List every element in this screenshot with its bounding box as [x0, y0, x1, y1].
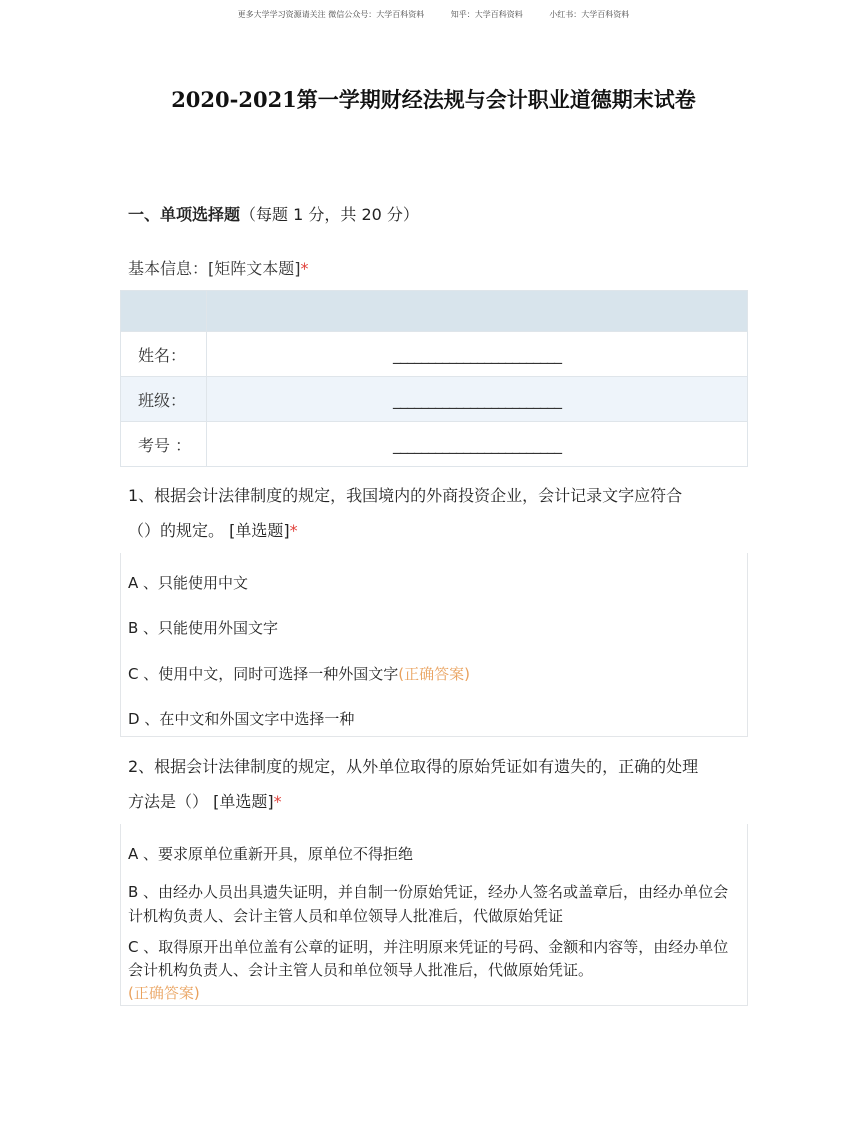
basic-info-text: 基本信息：[矩阵文本题]	[128, 259, 301, 278]
table-header-cell	[121, 291, 207, 332]
question-2-option-c[interactable]	[121, 936, 736, 1005]
table-header-row	[121, 291, 748, 332]
table-row	[121, 332, 748, 377]
question-1-option-a[interactable]	[121, 572, 248, 593]
question-1-line-1: 1、根据会计法律制度的规定，我国境内的外商投资企业，会计记录文字应符合	[128, 486, 683, 505]
header-item-wechat: 更多大学学习资源请关注 微信公众号：大学百科资料	[237, 10, 425, 19]
exam-number-field[interactable]: ________________________	[207, 422, 748, 467]
exam-number-label: 考号 ：	[121, 422, 207, 467]
header-item-xiaohongshu: 小红书：大学百科资料	[549, 10, 630, 19]
question-1-options	[120, 553, 748, 737]
option-text: B 、只能使用外国文字	[128, 619, 279, 637]
option-text: C 、取得原开出单位盖有公章的证明，并注明原来凭证的号码、金额和内容等，由经办单位会计机构负责人、会计主管人员和单位领导人批准后，代做原始凭证。	[128, 938, 729, 979]
page-header	[0, 9, 867, 20]
correct-answer-tag: (正确答案)	[398, 665, 470, 683]
question-2-line-2	[128, 784, 728, 819]
question-2-option-a[interactable]	[121, 843, 736, 865]
section-label: 一、单项选择题	[128, 205, 241, 224]
question-1-option-c[interactable]	[121, 663, 470, 684]
question-1-option-d[interactable]	[121, 708, 354, 729]
basic-info-table	[120, 290, 748, 467]
question-2-stem	[128, 749, 728, 819]
basic-info-label	[128, 256, 309, 279]
option-text: A 、只能使用中文	[128, 574, 249, 592]
class-field[interactable]: ________________________	[207, 377, 748, 422]
option-text: C 、使用中文，同时可选择一种外国文字	[128, 665, 399, 683]
required-mark: *	[300, 259, 309, 278]
class-label: 班级：	[121, 377, 207, 422]
required-mark: *	[273, 792, 282, 811]
question-2-line-2-text: 方法是（） [单选题]	[128, 792, 274, 811]
table-row	[121, 377, 748, 422]
option-text: A 、要求原单位重新开具，原单位不得拒绝	[128, 845, 414, 863]
question-1-option-b[interactable]	[121, 617, 278, 638]
option-text: D 、在中文和外国文字中选择一种	[128, 710, 355, 728]
correct-answer-tag: (正确答案)	[128, 984, 200, 1002]
required-mark: *	[289, 521, 298, 540]
table-row	[121, 422, 748, 467]
question-2-line-1: 2、根据会计法律制度的规定，从外单位取得的原始凭证如有遗失的，正确的处理	[128, 757, 699, 776]
question-1-line-2	[128, 513, 728, 548]
table-header-cell	[207, 291, 748, 332]
header-item-zhihu: 知乎：大学百科资料	[450, 10, 523, 19]
question-2-option-b[interactable]	[121, 880, 736, 928]
question-2-options	[120, 824, 748, 1006]
name-field[interactable]: ________________________	[207, 332, 748, 377]
name-label: 姓名：	[121, 332, 207, 377]
question-1-stem	[128, 478, 728, 548]
section-heading	[128, 202, 419, 225]
section-note: （每题 1 分，共 20 分）	[240, 205, 419, 224]
question-1-line-2-text: （）的规定。 [单选题]	[128, 521, 290, 540]
option-text: B 、由经办人员出具遗失证明，并自制一份原始凭证，经办人签名或盖章后，由经办单位会计机构负责人、会计主管人员和单位领导人批准后，代做原始凭证	[128, 883, 729, 925]
page-title: 2020-2021第一学期财经法规与会计职业道德期末试卷	[171, 87, 696, 112]
